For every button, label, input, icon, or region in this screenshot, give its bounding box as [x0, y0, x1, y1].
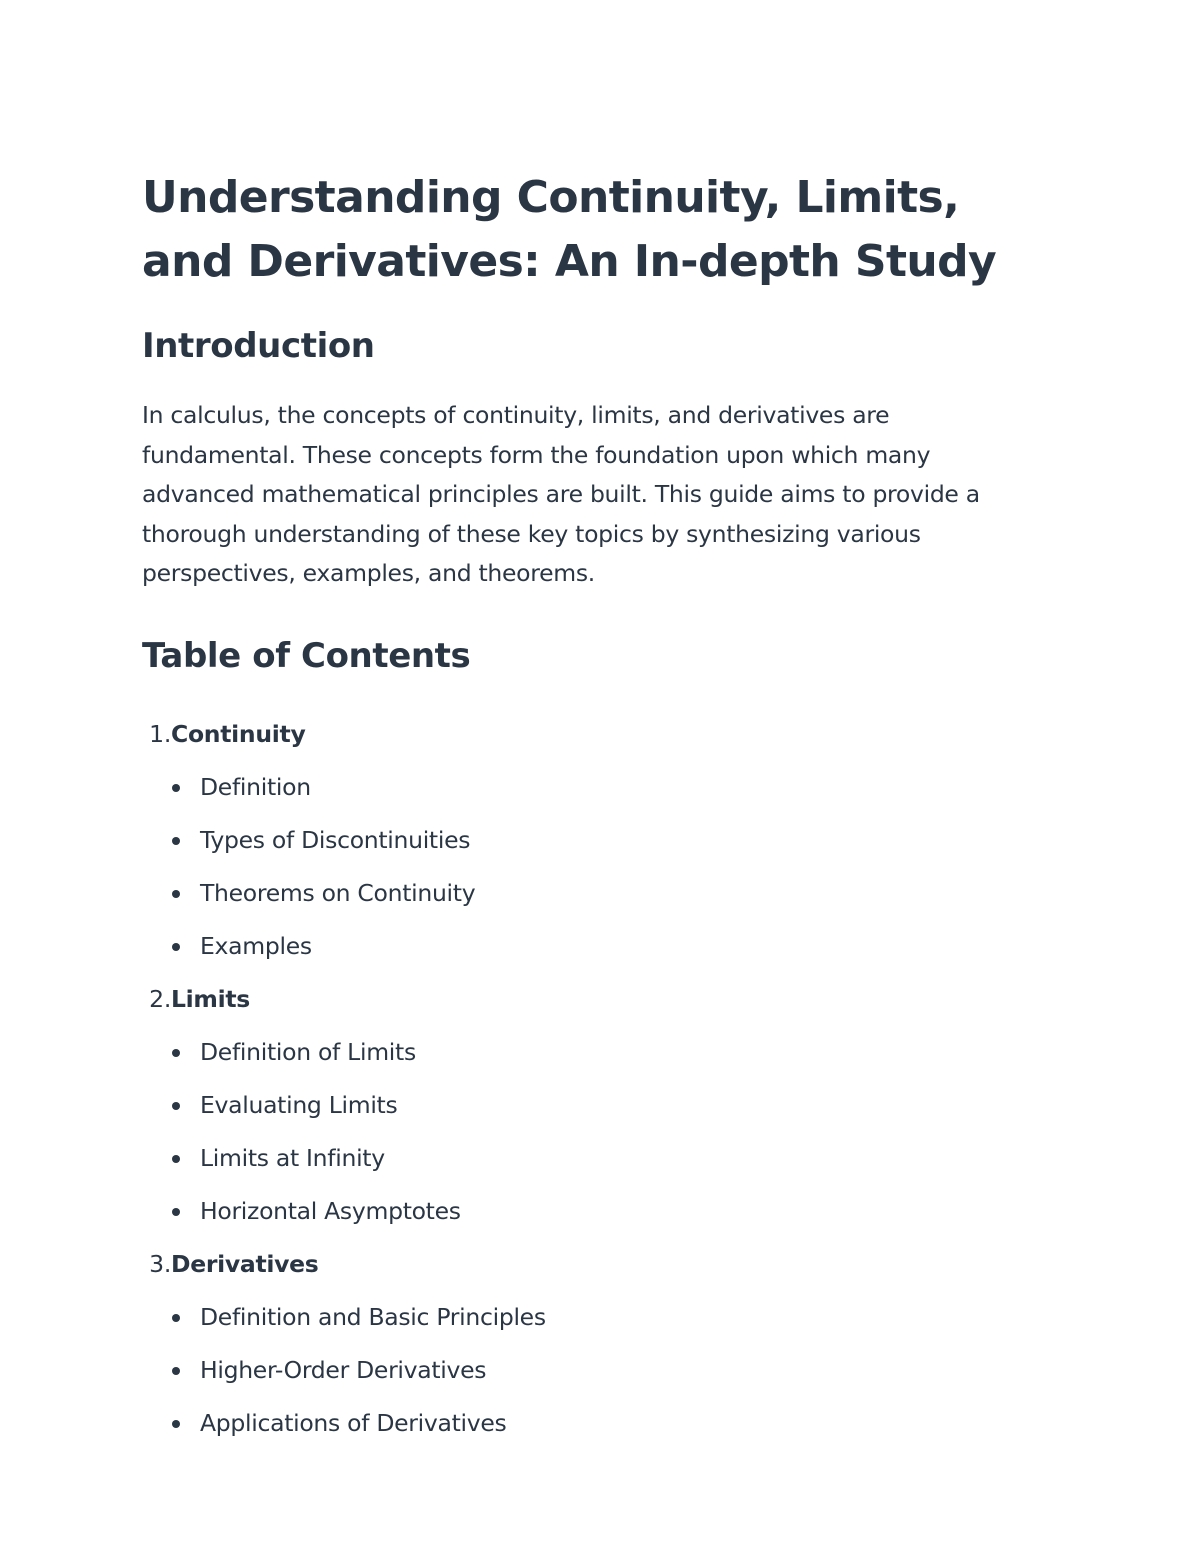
toc-subitem-label: Horizontal Asymptotes: [200, 1196, 461, 1225]
toc-subitems: [142, 1291, 1042, 1450]
toc-subitem-label: Theorems on Continuity: [200, 878, 476, 907]
toc-section-number: 2.: [149, 984, 171, 1013]
toc-subitem-label: Definition: [200, 772, 311, 801]
bullet-icon: [172, 1208, 180, 1216]
bullet-icon: [172, 784, 180, 792]
document-page: [142, 166, 1042, 1450]
toc-subitem: [142, 867, 1042, 920]
toc-subitem: [142, 1132, 1042, 1185]
toc-subitem: [142, 1291, 1042, 1344]
toc-section-derivatives: [142, 1238, 1042, 1450]
introduction-paragraph: In calculus, the concepts of continuity, limits, and derivatives are fundamental. These concepts form the foundation upon which many advanced mathematical principles are built. This guide aims to provide a thorough understanding of these key topics by synthesizing various perspectives, examples, and theorems.: [142, 401, 980, 587]
bullet-icon: [172, 1102, 180, 1110]
toc-subitem-label: Applications of Derivatives: [200, 1408, 507, 1437]
bullet-icon: [172, 1049, 180, 1057]
toc-section-title: Continuity: [171, 719, 306, 748]
toc-subitem: [142, 1344, 1042, 1397]
toc-subitem: [142, 920, 1042, 973]
bullet-icon: [172, 1367, 180, 1375]
toc-section-number: 1.: [149, 719, 171, 748]
toc-subitem-label: Examples: [200, 931, 312, 960]
toc-section-number: 3.: [149, 1249, 171, 1278]
toc-section-row: [142, 973, 1042, 1026]
bullet-icon: [172, 1314, 180, 1322]
toc-section-title: Limits: [171, 984, 250, 1013]
toc-section-limits: [142, 973, 1042, 1238]
toc-subitem: [142, 814, 1042, 867]
bullet-icon: [172, 943, 180, 951]
toc-subitem: [142, 1397, 1042, 1450]
bullet-icon: [172, 890, 180, 898]
bullet-icon: [172, 1420, 180, 1428]
toc-subitem: [142, 1026, 1042, 1079]
toc-subitem-label: Types of Discontinuities: [200, 825, 471, 854]
toc-subitem-label: Definition of Limits: [200, 1037, 416, 1066]
introduction-heading: Introduction: [142, 326, 375, 366]
toc-section-row: [142, 708, 1042, 761]
toc-subitem: [142, 1185, 1042, 1238]
toc-section-title: Derivatives: [171, 1249, 319, 1278]
toc-subitem-label: Limits at Infinity: [200, 1143, 385, 1172]
toc-subitems: [142, 1026, 1042, 1238]
toc-subitem: [142, 1079, 1042, 1132]
toc-subitem-label: Definition and Basic Principles: [200, 1302, 546, 1331]
toc-subitem-label: Evaluating Limits: [200, 1090, 398, 1119]
table-of-contents: [142, 708, 1042, 1450]
toc-subitem: [142, 761, 1042, 814]
bullet-icon: [172, 837, 180, 845]
bullet-icon: [172, 1155, 180, 1163]
document-title: Understanding Continuity, Limits, and Derivatives: An In-depth Study: [142, 172, 997, 287]
toc-subitems: [142, 761, 1042, 973]
toc-subitem-label: Higher-Order Derivatives: [200, 1355, 487, 1384]
toc-section-continuity: [142, 708, 1042, 973]
toc-section-row: [142, 1238, 1042, 1291]
table-of-contents-heading: Table of Contents: [142, 635, 471, 676]
